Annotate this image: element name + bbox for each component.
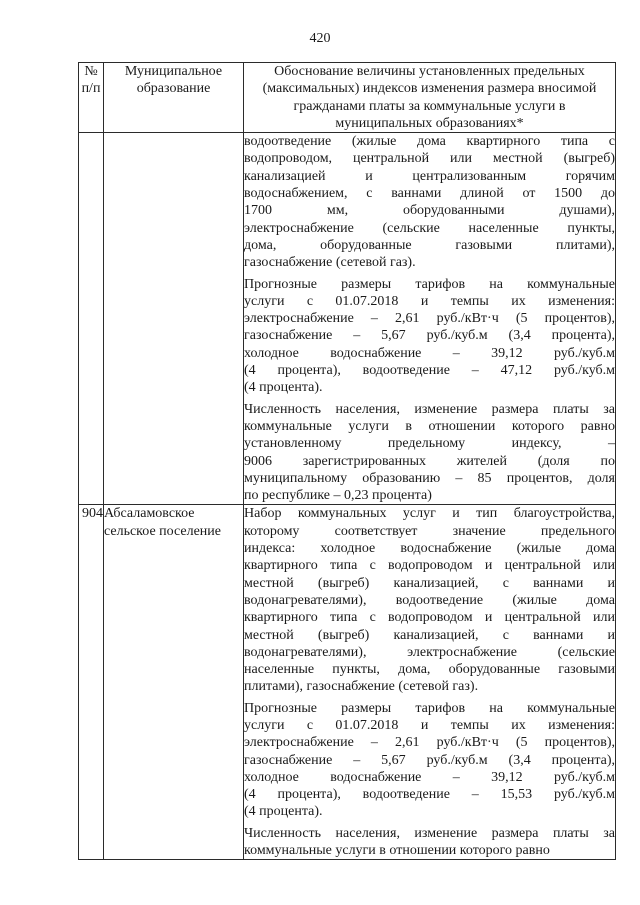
- text-line: установленному предельному индексу, –: [244, 436, 615, 452]
- text-line: Набор коммунальных услуг и тип благоустройства,: [244, 506, 615, 522]
- text-line: 9006 зарегистрированных жителей (доля по: [244, 453, 615, 469]
- text-line: канализацией и централизованным горячим: [244, 168, 615, 184]
- text-line: Прогнозные размеры тарифов на коммунальные: [244, 700, 615, 716]
- text-line: коммунальные услуги в отношении которого равно: [244, 843, 550, 859]
- text-line: водонагревателями), электроснабжение (сельские: [244, 644, 615, 660]
- text-line: квартирного типа с водопроводом и центральной или: [244, 558, 615, 574]
- text-line: индекса: холодное водоснабжение (жилые дома: [244, 541, 615, 557]
- row-municipality: [104, 133, 244, 505]
- text-line: населенные пункты, дома, оборудованные газовыми: [244, 662, 615, 678]
- row-municipality: Абсаламовское сельское поселение: [104, 505, 244, 860]
- text-line: которому соответствует значение предельного: [244, 523, 615, 539]
- text-line: водопроводом, центральной или местной (выгреб): [244, 151, 615, 167]
- text-line: (4 процента), водоотведение – 15,53 руб./куб.м: [244, 787, 615, 803]
- text-line: холодное водоснабжение – 39,12 руб./куб.м: [244, 769, 615, 785]
- text-line: электроснабжение – 2,61 руб./кВт·ч (5 процентов),: [244, 311, 615, 327]
- paragraph: [244, 133, 615, 271]
- row-num: [79, 133, 104, 505]
- text-line: 1700 мм, оборудованными душами),: [244, 203, 615, 219]
- text-line: услуги с 01.07.2018 и темпы их изменения:: [244, 717, 615, 733]
- text-line: (4 процента), водоотведение – 47,12 руб./куб.м: [244, 363, 615, 379]
- indices-table: [78, 62, 616, 860]
- text-line: электроснабжение (сельские населенные пункты,: [244, 220, 615, 236]
- text-line: плитами), газоснабжение (сетевой газ).: [244, 679, 479, 695]
- paragraph: [244, 505, 615, 695]
- text-line: Численность населения, изменение размера платы за: [244, 825, 615, 841]
- text-line: газоснабжение – 5,67 руб./куб.м (3,4 процента),: [244, 328, 615, 344]
- text-line: (4 процента).: [244, 804, 323, 820]
- text-line: местной (выгреб) канализацией, с ваннами и: [244, 627, 615, 643]
- text-line: водоотведение (жилые дома квартирного типа с: [244, 134, 615, 150]
- table-row: [79, 133, 616, 505]
- text-line: Численность населения, изменение размера платы за: [244, 401, 615, 417]
- text-line: (4 процента).: [244, 380, 323, 396]
- text-line: холодное водоснабжение – 39,12 руб./куб.м: [244, 345, 615, 361]
- text-line: дома, оборудованные газовыми плитами),: [244, 237, 615, 253]
- paragraph: [244, 825, 615, 860]
- text-line: водоснабжением, с ваннами длиной от 1500 до: [244, 186, 615, 202]
- text-line: водонагревателями), водоотведение (жилые дома: [244, 592, 615, 608]
- header-num: № п/п: [79, 63, 104, 133]
- text-line: услуги с 01.07.2018 и темпы их изменения:: [244, 293, 615, 309]
- table-header-row: [79, 63, 616, 133]
- text-line: квартирного типа с водопроводом и центральной или: [244, 610, 615, 626]
- text-line: газоснабжение (сетевой газ).: [244, 255, 416, 271]
- page-number: 420: [309, 31, 331, 46]
- row-justification: [244, 133, 616, 505]
- row-num: 904: [79, 505, 104, 860]
- header-justification: Обоснование величины установленных предельных (максимальных) индексов изменения размера вносимой гражданами платы за коммунальные услуги в муниципальных образованиях*: [244, 63, 616, 133]
- text-line: муниципальному образованию – 85 процентов, доля: [244, 470, 615, 486]
- paragraph: [244, 401, 615, 505]
- paragraph: [244, 276, 615, 397]
- text-line: по республике – 0,23 процента): [244, 488, 432, 504]
- text-line: газоснабжение – 5,67 руб./куб.м (3,4 процента),: [244, 752, 615, 768]
- text-line: коммунальные услуги в отношении которого равно: [244, 418, 615, 434]
- row-justification: [244, 505, 616, 860]
- text-line: электроснабжение – 2,61 руб./кВт·ч (5 процентов),: [244, 735, 615, 751]
- text-line: местной (выгреб) канализацией, с ваннами и: [244, 575, 615, 591]
- header-municipality: Муниципальное образование: [104, 63, 244, 133]
- table-row: [79, 505, 616, 860]
- text-line: Прогнозные размеры тарифов на коммунальные: [244, 276, 615, 292]
- paragraph: [244, 700, 615, 821]
